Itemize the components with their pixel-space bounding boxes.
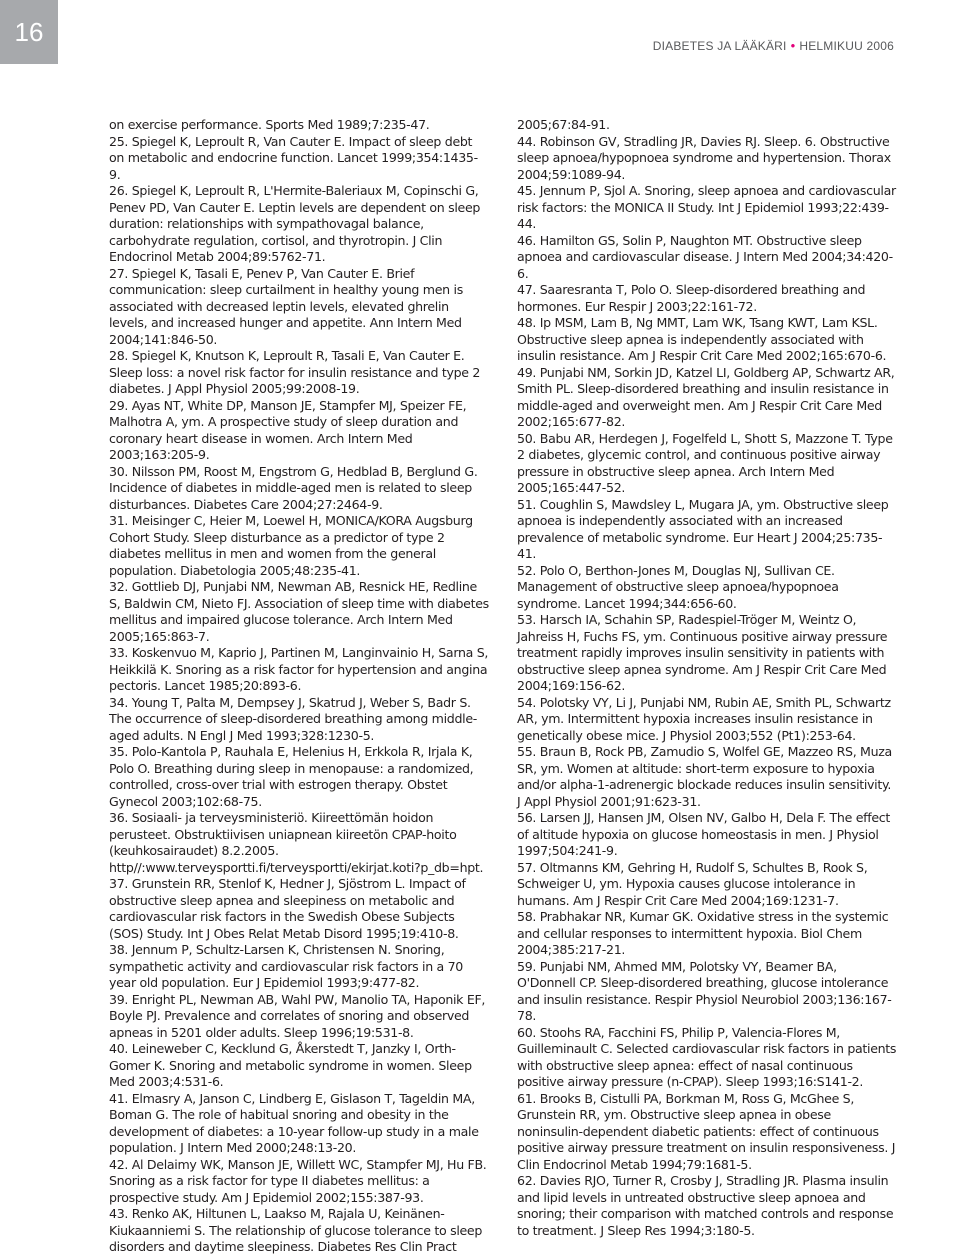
reference-item: 60. Stoohs RA, Facchini FS, Philip P, Valencia-Flores M, Guilleminault C. Selected cardiovascular risk factors in patients with obstructive sleep apnea: effect of nasal continuous positive airway pressure (n-CPAP). Sleep 1993;16:S141-2. [517,1024,897,1089]
reference-item: 55. Braun B, Rock PB, Zamudio S, Wolfel GE, Mazzeo RS, Muza SR, ym. Women at altitude: short-term exposure to hypoxia and/or alpha-1-adrenergic blockade reduces insulin sensitivity. J Appl Physiol 2001;91:623-31. [517,744,892,809]
reference-item: 30. Nilsson PM, Roost M, Engstrom G, Hedblad B, Berglund G. Incidence of diabetes in middle-aged men is related to sleep disturbances. Diabetes Care 2004;27:2464-9. [109,463,478,512]
reference-item: 59. Punjabi NM, Ahmed MM, Polotsky VY, Beamer BA, O'Donnell CP. Sleep-disordered breathing, glucose intolerance and insulin resistance. Respir Physiol Neurobiol 2003;136:167-78. [517,958,892,1023]
reference-item: 51. Coughlin S, Mawdsley L, Mugara JA, ym. Obstructive sleep apnoea is independently associated with an increased prevalence of metabolic syndrome. Eur Heart J 2004;25:735-41. [517,496,889,561]
reference-item: 52. Polo O, Berthon-Jones M, Douglas NJ, Sullivan CE. Management of obstructive sleep apnoea/hypopnoea syndrome. Lancet 1994;344:656-60. [517,562,839,611]
reference-item: 38. Jennum P, Schultz-Larsen K, Christensen N. Snoring, sympathetic activity and cardiovascular risk factors in a 70 year old population. Eur J Epidemiol 1993;9:477-82. [109,942,464,990]
running-header [653,38,894,53]
reference-item: 50. Babu AR, Herdegen J, Fogelfeld L, Shott S, Mazzone T. Type 2 diabetes, glycemic control, and continuous positive airway pressure in obstructive sleep apnea. Arch Intern Med 2005;165:447-52. [517,430,893,495]
reference-item: 46. Hamilton GS, Solin P, Naughton MT. Obstructive sleep apnoea and cardiovascular disease. J Intern Med 2004;34:420-6. [517,232,893,281]
reference-item: 57. Oltmanns KM, Gehring H, Rudolf S, Schultes B, Rook S, Schweiger U, ym. Hypoxia causes glucose intolerance in humans. Am J Respir Crit Care Med 2004;169:1231-7. [517,859,868,908]
reference-item: 32. Gottlieb DJ, Punjabi NM, Newman AB, Resnick HE, Redline S, Baldwin CM, Nieto FJ. Association of sleep time with diabetes mellitus and impaired glucose tolerance. Arch Intern Med 2005;165:863-7. [109,579,489,644]
reference-item: 44. Robinson GV, Stradling JR, Davies RJ. Sleep. 6. Obstructive sleep apnoea/hypopnoea syndrome and hypertension. Thorax 2004;59:1089-94. [517,133,891,182]
reference-item: 49. Punjabi NM, Sorkin JD, Katzel LI, Goldberg AP, Schwartz AR, Smith PL. Sleep-disordered breathing and insulin resistance in middle-aged and overweight men. Am J Respir Crit Care Med 2002;165:677-82. [517,364,895,429]
reference-item: 47. Saaresranta T, Polo O. Sleep-disordered breathing and hormones. Eur Respir J 2003;22:161-72. [517,282,866,314]
reference-item: on exercise performance. Sports Med 1989;7:235-47. [109,117,430,132]
journal-name: DIABETES JA LÄÄKÄRI [652,39,787,53]
reference-item: 35. Polo-Kantola P, Rauhala E, Helenius H, Erkkola R, Irjala K, Polo O. Breathing during sleep in menopause: a randomized, controlled, cross-over trial with estrogen therapy. Obstet Gynecol 2003;102:68-75. [109,744,474,809]
reference-item: 29. Ayas NT, White DP, Manson JE, Stampfer MJ, Speizer FE, Malhotra A, ym. A prospective study of sleep duration and coronary heart disease in women. Arch Intern Med 2003;163:205-9. [109,397,467,462]
reference-item: 58. Prabhakar NR, Kumar GK. Oxidative stress in the systemic and cellular responses to intermittent hypoxia. Biol Chem 2004;385:217-21. [517,909,889,957]
references-right-column [517,117,897,1239]
reference-item: 33. Koskenvuo M, Kaprio J, Partinen M, Langinvainio H, Sarna S, Heikkilä K. Snoring as a risk factor for hypertension and angina pectoris. Lancet 1985;20:893-6. [109,645,489,693]
reference-item: 27. Spiegel K, Tasali E, Penev P, Van Cauter E. Brief communication: sleep curtailment in healthy young men is associated with decreased leptin levels, elevated ghrelin levels, and increased hunger and appetite. Ann Intern Med 2004;141:846-50. [109,265,463,347]
references-left-column [109,117,489,1256]
issue-date: HELMIKUU 2006 [799,39,894,53]
reference-item: 56. Larsen JJ, Hansen JM, Olsen NV, Galbo H, Dela F. The effect of altitude hypoxia on glucose homeostasis in men. J Physiol 1997;504:241-9. [517,810,891,858]
reference-item: 31. Meisinger C, Heier M, Loewel H, MONICA/KORA Augsburg Cohort Study. Sleep disturbance as a predictor of type 2 diabetes mellitus in men and women from the general population. Diabetologia 2005;48:235-41. [109,513,473,578]
reference-item: 28. Spiegel K, Knutson K, Leproult R, Tasali E, Van Cauter E. Sleep loss: a novel risk factor for insulin resistance and type 2 diabetes. J Appl Physiol 2005;99:2008-19. [109,348,481,396]
reference-item: 37. Grunstein RR, Stenlof K, Hedner J, Sjöstrom L. Impact of obstructive sleep apnea and sleepiness on metabolic and cardiovascular risk factors in the Swedish Obese Subjects (SOS) Study. Int J Obes Relat Metab Disord 1995;19:410-8. [109,876,466,941]
reference-item: 45. Jennum P, Sjol A. Snoring, sleep apnoea and cardiovascular risk factors: the MONICA II Study. Int J Epidemiol 1993;22:439-44. [517,183,896,231]
reference-item: 34. Young T, Palta M, Dempsey J, Skatrud J, Weber S, Badr S. The occurrence of sleep-disordered breathing among middle-aged adults. N Engl J Med 1993;328:1230-5. [109,694,477,743]
reference-item: 36. Sosiaali- ja terveysministeriö. Kiireettömän hoidon perusteet. Obstruktiivisen uniapnean kiireetön CPAP-hoito (keuhkosairaudet) 8.2.2005. http//:www.terveysportti.fi/terveysportti/ekirjat.koti?p_db=hpt. [109,810,484,875]
reference-item: 54. Polotsky VY, Li J, Punjabi NM, Rubin AE, Smith PL, Schwartz AR, ym. Intermittent hypoxia increases insulin resistance in genetically obese mice. J Physiol 2003;552 (Pt1):253-64. [517,694,891,743]
reference-item: 39. Enright PL, Newman AB, Wahl PW, Manolio TA, Haponik EF, Boyle PJ. Prevalence and correlates of snoring and observed apneas in 5201 older adults. Sleep 1996;19:531-8. [109,991,486,1040]
reference-item: 62. Davies RJO, Turner R, Crosby J, Stradling JR. Plasma insulin and lipid levels in untreated obstructive sleep apnoea and snoring; their comparison with matched controls and response to treatment. J Sleep Res 1994;3:180-5. [517,1173,894,1238]
reference-item: 41. Elmasry A, Janson C, Lindberg E, Gislason T, Tageldin MA, Boman G. The role of habitual snoring and obesity in the development of diabetes: a 10-year follow-up study in a male population. J Intern Med 2000;248:13-20. [109,1090,479,1155]
reference-item: 2005;67:84-91. [517,117,610,132]
reference-item: 26. Spiegel K, Leproult R, L'Hermite-Baleriaux M, Copinschi G, Penev PD, Van Cauter E. Leptin levels are dependent on sleep duration: relationships with sympathovagal balance, carbohydrate regulation, cortisol, and thyrotropin. J Clin Endocrinol Metab 2004;89:5762-71. [109,183,481,264]
page-number: 16 [0,0,58,64]
reference-item: 25. Spiegel K, Leproult R, Van Cauter E. Impact of sleep debt on metabolic and endocrine function. Lancet 1999;354:1435-9. [109,133,478,182]
reference-item: 40. Leineweber C, Kecklund G, Åkerstedt T, Janzky I, Orth-Gomer K. Snoring and metabolic syndrome in women. Sleep Med 2003;4:531-6. [109,1041,472,1089]
reference-item: 48. Ip MSM, Lam B, Ng MMT, Lam WK, Tsang KWT, Lam KSL. Obstructive sleep apnea is independently associated with insulin resistance. Am J Respir Crit Care Med 2002;165:670-6. [517,315,887,363]
separator-dot: • [790,38,796,53]
reference-item: 42. Al Delaimy WK, Manson JE, Willett WC, Stampfer MJ, Hu FB. Snoring as a risk factor for type II diabetes mellitus: a prospective study. Am J Epidemiol 2002;155:387-93. [109,1156,487,1205]
reference-item: 61. Brooks B, Cistulli PA, Borkman M, Ross G, McGhee S, Grunstein RR, ym. Obstructive sleep apnea in obese noninsulin-dependent diabetic patients: effect of continuous positive airway pressure treatment on insulin responsiveness. J Clin Endocrinol Metab 1994;79:1681-5. [517,1090,896,1172]
reference-item: 53. Harsch IA, Schahin SP, Radespiel-Tröger M, Weintz O, Jahreiss H, Fuchs FS, ym. Continuous positive airway pressure treatment rapidly improves insulin sensitivity in patients with obstructive sleep apnea syndrome. Am J Respir Crit Care Med 2004;169:156-62. [517,612,888,693]
reference-item: 43. Renko AK, Hiltunen L, Laakso M, Rajala U, Keinänen-Kiukaanniemi S. The relationship of glucose tolerance to sleep disorders and daytime sleepiness. Diabetes Res Clin Pract [109,1206,483,1254]
